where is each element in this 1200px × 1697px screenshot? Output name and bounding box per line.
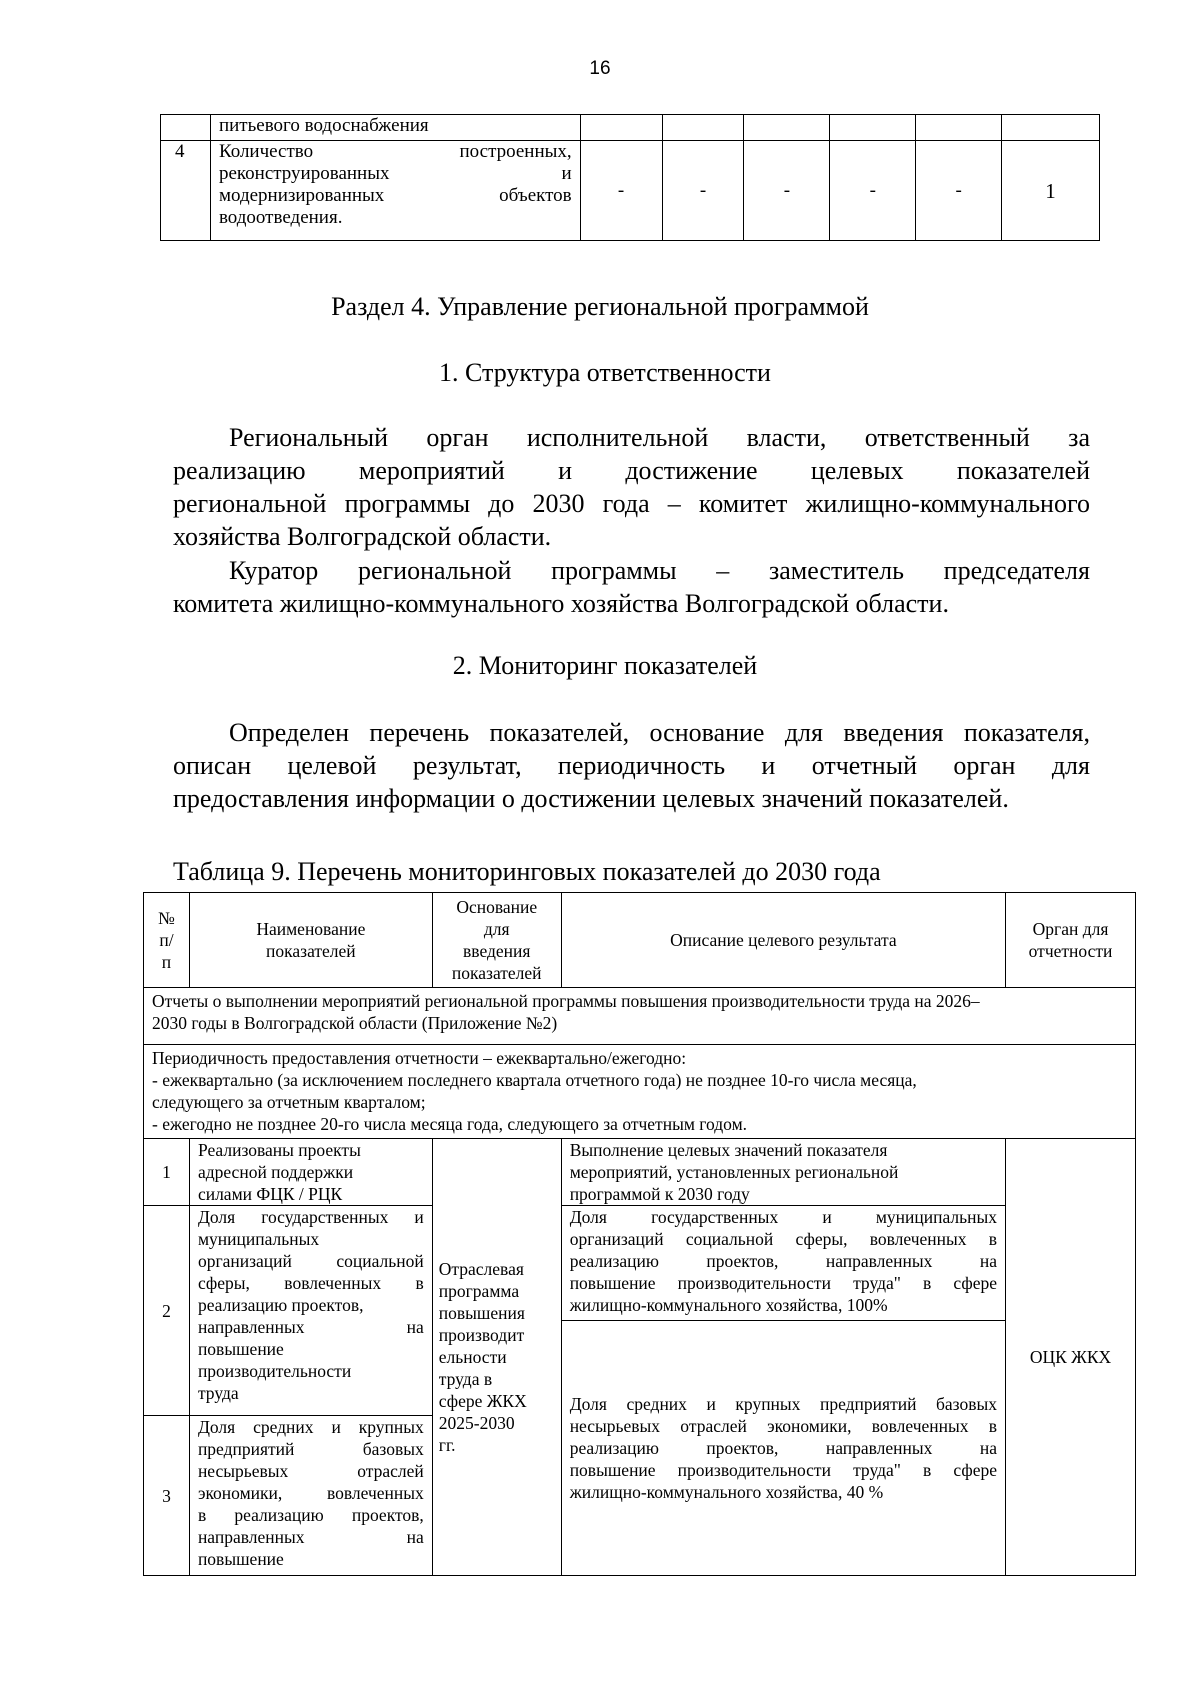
table-row (144, 1206, 1136, 1321)
continuation-table (160, 114, 1100, 241)
responsibility-paragraph: Региональный орган исполнительной власти, ответственный за реализацию мероприятий и достижение целевых показателей региональной программы до 2030 года – комитет жилищно-коммунального хозяйства Волгоградской области. (173, 423, 1090, 551)
section-title: Раздел 4. Управление региональной программой (331, 292, 869, 321)
indicator-name-cell: питьевого водоснабжения (210, 115, 580, 141)
header-basis: Основание для введения показателей (432, 893, 561, 988)
description-cell: Выполнение целевых значений показателя мероприятий, установленных региональной программой к 2030 году (561, 1139, 1005, 1206)
table-caption: Таблица 9. Перечень мониторинговых показателей до 2030 года (173, 857, 881, 886)
monitoring-indicators-table (143, 892, 1136, 1576)
cell-num (161, 115, 211, 141)
subsection-title: 2. Мониторинг показателей (452, 651, 758, 680)
indicator-name-cell: Доля государственных и муниципальных организаций социальной сферы, вовлеченных в реализацию проектов, направленных на повышение производительности труда (189, 1206, 432, 1416)
value-cell: - (830, 141, 916, 241)
table-header-row (144, 893, 1136, 988)
curator-paragraph: Куратор региональной программы – заместитель председателя комитета жилищно-коммунального хозяйства Волгоградской области. (173, 556, 1090, 618)
description-cell: Доля государственных и муниципальных организаций социальной сферы, вовлеченных в реализацию проектов, направленных на повышение производительности труда" в сфере жилищно-коммунального хозяйства, 100% (561, 1206, 1005, 1321)
value-cell: - (662, 141, 744, 241)
value-cell: 1 (1002, 141, 1100, 241)
value-cell: - (744, 141, 830, 241)
basis-cell: Отраслевая программа повышения производит ельности труда в сфере ЖКХ 2025-2030 гг. (432, 1139, 561, 1576)
header-description: Описание целевого результата (561, 893, 1005, 988)
value-cell: - (916, 141, 1002, 241)
row-number: 4 (161, 141, 211, 241)
header-num: № п/ п (144, 893, 190, 988)
row-number: 3 (144, 1416, 190, 1576)
indicator-name-cell: Количество построенных, реконструированных и модернизированных объектов водоотведения. (210, 141, 580, 241)
value-cell: - (580, 141, 662, 241)
indicator-name-cell: Реализованы проекты адресной поддержки силами ФЦК / РЦК (189, 1139, 432, 1206)
row-number: 2 (144, 1206, 190, 1416)
indicator-name-cell: Доля средних и крупных предприятий базовых несырьевых отраслей экономики, вовлеченных в реализацию проектов, направленных на повышение (189, 1416, 432, 1576)
reports-row: Отчеты о выполнении мероприятий региональной программы повышения производительности труда на 2026– 2030 годы в Волгоградской области (Приложение №2) (144, 988, 1136, 1045)
row-number: 1 (144, 1139, 190, 1206)
description-cell: Доля средних и крупных предприятий базовых несырьевых отраслей экономики, вовлеченных в реализацию проектов, направленных на повышение производительности труда" в сфере жилищно-коммунального хозяйства, 40 % (561, 1321, 1005, 1576)
header-organ: Орган для отчетности (1006, 893, 1136, 988)
periodicity-row: Периодичность предоставления отчетности – ежеквартально/ежегодно: - ежеквартально (за исключением последнего квартала отчетного года) не позднее 10-го числа месяца, следующего за отчетным кварталом; - ежегодно не позднее 20-го числа месяца года, следующего за отчетным годом. (144, 1045, 1136, 1139)
organ-cell: ОЦК ЖКХ (1006, 1139, 1136, 1576)
subsection-title: 1. Структура ответственности (439, 358, 771, 387)
page-number: 16 (589, 58, 611, 79)
table-row (144, 1139, 1136, 1206)
header-name: Наименование показателей (189, 893, 432, 988)
monitoring-paragraph: Определен перечень показателей, основание для введения показателя, описан целевой результат, периодичность и отчетный орган для предоставления информации о достижении целевых значений показателей. (173, 718, 1090, 813)
